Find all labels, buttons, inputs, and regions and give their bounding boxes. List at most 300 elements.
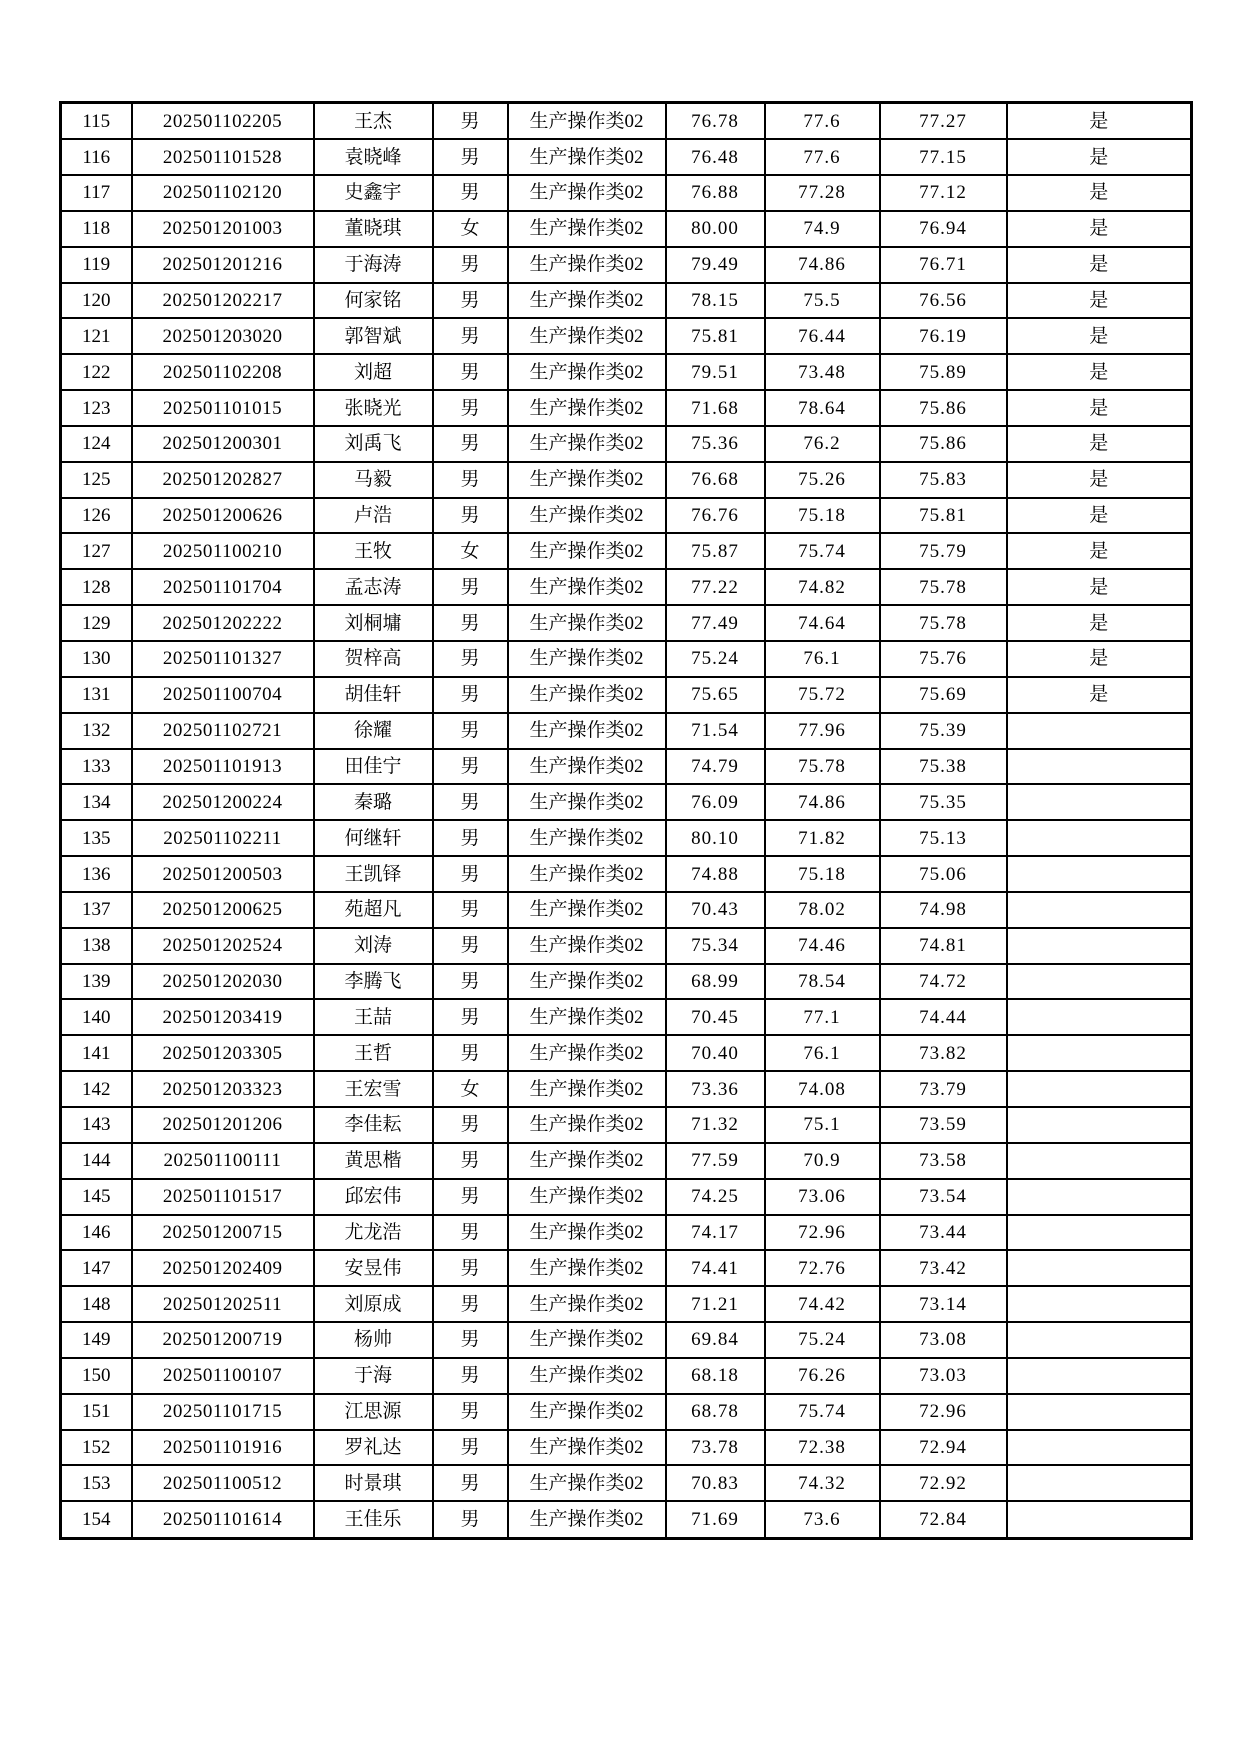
cell-position-category: 生产操作类02: [508, 605, 666, 641]
cell-candidate-name: 刘桐墉: [314, 605, 433, 641]
cell-row-number: 143: [61, 1107, 132, 1143]
cell-score-3: 73.03: [880, 1358, 1007, 1394]
cell-qualified-flag: [1007, 713, 1192, 749]
cell-candidate-name: 徐耀: [314, 713, 433, 749]
cell-candidate-name: 王哲: [314, 1035, 433, 1071]
cell-gender: 男: [433, 964, 508, 1000]
cell-gender: 男: [433, 928, 508, 964]
cell-score-1: 75.36: [666, 426, 765, 462]
cell-gender: 女: [433, 211, 508, 247]
cell-position-category: 生产操作类02: [508, 1501, 666, 1538]
cell-position-category: 生产操作类02: [508, 1250, 666, 1286]
cell-qualified-flag: [1007, 784, 1192, 820]
cell-score-3: 75.78: [880, 605, 1007, 641]
cell-exam-id: 202501100512: [132, 1465, 314, 1501]
cell-score-1: 76.78: [666, 103, 765, 140]
cell-score-3: 72.92: [880, 1465, 1007, 1501]
cell-score-3: 75.35: [880, 784, 1007, 820]
cell-score-3: 76.71: [880, 247, 1007, 283]
cell-score-1: 68.78: [666, 1394, 765, 1430]
cell-qualified-flag: 是: [1007, 390, 1192, 426]
table-row: [61, 533, 1192, 569]
cell-position-category: 生产操作类02: [508, 1071, 666, 1107]
cell-score-2: 74.46: [765, 928, 880, 964]
cell-position-category: 生产操作类02: [508, 426, 666, 462]
cell-position-category: 生产操作类02: [508, 318, 666, 354]
cell-exam-id: 202501202409: [132, 1250, 314, 1286]
cell-score-2: 78.02: [765, 892, 880, 928]
cell-score-1: 71.21: [666, 1286, 765, 1322]
table-row: [61, 175, 1192, 211]
cell-position-category: 生产操作类02: [508, 677, 666, 713]
cell-gender: 男: [433, 713, 508, 749]
cell-qualified-flag: 是: [1007, 318, 1192, 354]
cell-position-category: 生产操作类02: [508, 498, 666, 534]
cell-row-number: 149: [61, 1322, 132, 1358]
cell-exam-id: 202501202827: [132, 462, 314, 498]
cell-position-category: 生产操作类02: [508, 928, 666, 964]
cell-position-category: 生产操作类02: [508, 533, 666, 569]
cell-row-number: 153: [61, 1465, 132, 1501]
cell-position-category: 生产操作类02: [508, 1179, 666, 1215]
cell-score-1: 74.79: [666, 749, 765, 785]
cell-candidate-name: 王宏雪: [314, 1071, 433, 1107]
cell-exam-id: 202501101015: [132, 390, 314, 426]
cell-candidate-name: 杨帅: [314, 1322, 433, 1358]
cell-score-1: 70.83: [666, 1465, 765, 1501]
table-row: [61, 1143, 1192, 1179]
cell-gender: 男: [433, 1358, 508, 1394]
cell-gender: 男: [433, 462, 508, 498]
table-row: [61, 462, 1192, 498]
cell-row-number: 152: [61, 1430, 132, 1466]
cell-row-number: 122: [61, 354, 132, 390]
cell-score-1: 74.41: [666, 1250, 765, 1286]
cell-qualified-flag: 是: [1007, 103, 1192, 140]
cell-gender: 男: [433, 1250, 508, 1286]
cell-score-2: 72.38: [765, 1430, 880, 1466]
cell-candidate-name: 秦璐: [314, 784, 433, 820]
cell-score-2: 75.5: [765, 283, 880, 319]
table-row: [61, 1035, 1192, 1071]
cell-qualified-flag: [1007, 856, 1192, 892]
cell-row-number: 127: [61, 533, 132, 569]
cell-row-number: 146: [61, 1215, 132, 1251]
cell-score-1: 71.68: [666, 390, 765, 426]
cell-score-1: 75.81: [666, 318, 765, 354]
cell-candidate-name: 李腾飞: [314, 964, 433, 1000]
cell-row-number: 118: [61, 211, 132, 247]
cell-score-3: 72.84: [880, 1501, 1007, 1538]
cell-score-2: 74.42: [765, 1286, 880, 1322]
table-row: [61, 1107, 1192, 1143]
table-row: [61, 569, 1192, 605]
cell-score-2: 74.86: [765, 784, 880, 820]
cell-candidate-name: 于海涛: [314, 247, 433, 283]
cell-qualified-flag: [1007, 1465, 1192, 1501]
cell-score-1: 75.87: [666, 533, 765, 569]
cell-exam-id: 202501202222: [132, 605, 314, 641]
cell-score-1: 73.36: [666, 1071, 765, 1107]
cell-qualified-flag: 是: [1007, 569, 1192, 605]
cell-candidate-name: 黄思楷: [314, 1143, 433, 1179]
cell-candidate-name: 卢浩: [314, 498, 433, 534]
cell-gender: 男: [433, 820, 508, 856]
cell-qualified-flag: [1007, 1250, 1192, 1286]
table-row: [61, 1179, 1192, 1215]
cell-candidate-name: 王佳乐: [314, 1501, 433, 1538]
cell-qualified-flag: [1007, 928, 1192, 964]
cell-score-1: 68.99: [666, 964, 765, 1000]
cell-exam-id: 202501102211: [132, 820, 314, 856]
cell-position-category: 生产操作类02: [508, 1394, 666, 1430]
cell-exam-id: 202501201216: [132, 247, 314, 283]
cell-score-2: 75.18: [765, 498, 880, 534]
cell-position-category: 生产操作类02: [508, 283, 666, 319]
cell-score-2: 75.24: [765, 1322, 880, 1358]
table-row: [61, 1430, 1192, 1466]
cell-score-3: 76.56: [880, 283, 1007, 319]
cell-score-1: 79.51: [666, 354, 765, 390]
table-row: [61, 498, 1192, 534]
cell-row-number: 150: [61, 1358, 132, 1394]
cell-exam-id: 202501203419: [132, 999, 314, 1035]
cell-candidate-name: 胡佳轩: [314, 677, 433, 713]
cell-position-category: 生产操作类02: [508, 892, 666, 928]
cell-score-3: 73.59: [880, 1107, 1007, 1143]
cell-qualified-flag: [1007, 820, 1192, 856]
cell-gender: 男: [433, 1215, 508, 1251]
cell-qualified-flag: [1007, 1286, 1192, 1322]
cell-candidate-name: 张晓光: [314, 390, 433, 426]
cell-score-3: 77.12: [880, 175, 1007, 211]
cell-gender: 男: [433, 1465, 508, 1501]
cell-exam-id: 202501101327: [132, 641, 314, 677]
cell-score-3: 74.98: [880, 892, 1007, 928]
cell-qualified-flag: [1007, 1358, 1192, 1394]
table-row: [61, 139, 1192, 175]
cell-candidate-name: 王牧: [314, 533, 433, 569]
table-row: [61, 426, 1192, 462]
cell-row-number: 119: [61, 247, 132, 283]
cell-exam-id: 202501202524: [132, 928, 314, 964]
cell-qualified-flag: [1007, 1215, 1192, 1251]
cell-candidate-name: 刘禹飞: [314, 426, 433, 462]
cell-position-category: 生产操作类02: [508, 390, 666, 426]
cell-score-3: 75.39: [880, 713, 1007, 749]
cell-row-number: 129: [61, 605, 132, 641]
score-table-body: [61, 103, 1192, 1539]
cell-qualified-flag: 是: [1007, 641, 1192, 677]
cell-row-number: 120: [61, 283, 132, 319]
cell-qualified-flag: 是: [1007, 247, 1192, 283]
cell-gender: 男: [433, 175, 508, 211]
cell-score-2: 74.86: [765, 247, 880, 283]
cell-exam-id: 202501200625: [132, 892, 314, 928]
cell-qualified-flag: [1007, 1394, 1192, 1430]
table-row: [61, 1358, 1192, 1394]
table-row: [61, 283, 1192, 319]
cell-exam-id: 202501203323: [132, 1071, 314, 1107]
table-row: [61, 1322, 1192, 1358]
cell-gender: 男: [433, 1143, 508, 1179]
cell-score-3: 77.27: [880, 103, 1007, 140]
cell-score-3: 73.08: [880, 1322, 1007, 1358]
cell-candidate-name: 王凯铎: [314, 856, 433, 892]
cell-exam-id: 202501100210: [132, 533, 314, 569]
cell-position-category: 生产操作类02: [508, 103, 666, 140]
table-row: [61, 856, 1192, 892]
cell-gender: 男: [433, 677, 508, 713]
cell-qualified-flag: [1007, 1107, 1192, 1143]
cell-candidate-name: 王杰: [314, 103, 433, 140]
cell-exam-id: 202501101614: [132, 1501, 314, 1538]
table-row: [61, 964, 1192, 1000]
cell-row-number: 139: [61, 964, 132, 1000]
cell-row-number: 137: [61, 892, 132, 928]
cell-exam-id: 202501100111: [132, 1143, 314, 1179]
cell-score-2: 78.54: [765, 964, 880, 1000]
cell-score-3: 75.06: [880, 856, 1007, 892]
cell-score-1: 70.43: [666, 892, 765, 928]
table-row: [61, 713, 1192, 749]
cell-row-number: 116: [61, 139, 132, 175]
cell-exam-id: 202501100107: [132, 1358, 314, 1394]
cell-exam-id: 202501102120: [132, 175, 314, 211]
cell-position-category: 生产操作类02: [508, 247, 666, 283]
cell-row-number: 142: [61, 1071, 132, 1107]
cell-score-1: 75.24: [666, 641, 765, 677]
cell-score-3: 75.13: [880, 820, 1007, 856]
cell-exam-id: 202501102205: [132, 103, 314, 140]
cell-qualified-flag: [1007, 892, 1192, 928]
cell-qualified-flag: 是: [1007, 175, 1192, 211]
cell-score-2: 73.6: [765, 1501, 880, 1538]
cell-qualified-flag: [1007, 1071, 1192, 1107]
cell-position-category: 生产操作类02: [508, 1322, 666, 1358]
cell-score-3: 74.72: [880, 964, 1007, 1000]
cell-gender: 男: [433, 892, 508, 928]
cell-gender: 男: [433, 999, 508, 1035]
cell-qualified-flag: 是: [1007, 498, 1192, 534]
cell-score-2: 77.96: [765, 713, 880, 749]
cell-qualified-flag: [1007, 749, 1192, 785]
cell-score-3: 74.44: [880, 999, 1007, 1035]
cell-row-number: 124: [61, 426, 132, 462]
cell-qualified-flag: 是: [1007, 462, 1192, 498]
cell-score-2: 73.06: [765, 1179, 880, 1215]
cell-score-3: 73.14: [880, 1286, 1007, 1322]
cell-row-number: 140: [61, 999, 132, 1035]
cell-exam-id: 202501200715: [132, 1215, 314, 1251]
cell-gender: 男: [433, 247, 508, 283]
cell-score-1: 77.49: [666, 605, 765, 641]
cell-score-2: 74.64: [765, 605, 880, 641]
cell-position-category: 生产操作类02: [508, 1107, 666, 1143]
cell-gender: 男: [433, 1322, 508, 1358]
cell-score-3: 75.86: [880, 390, 1007, 426]
table-row: [61, 318, 1192, 354]
cell-score-1: 74.17: [666, 1215, 765, 1251]
table-row: [61, 1465, 1192, 1501]
cell-score-3: 75.69: [880, 677, 1007, 713]
cell-gender: 女: [433, 533, 508, 569]
cell-score-3: 73.58: [880, 1143, 1007, 1179]
cell-exam-id: 202501201206: [132, 1107, 314, 1143]
table-row: [61, 1286, 1192, 1322]
cell-row-number: 128: [61, 569, 132, 605]
cell-position-category: 生产操作类02: [508, 820, 666, 856]
cell-score-2: 76.2: [765, 426, 880, 462]
cell-candidate-name: 李佳耘: [314, 1107, 433, 1143]
table-row: [61, 605, 1192, 641]
cell-row-number: 123: [61, 390, 132, 426]
table-row: [61, 103, 1192, 140]
cell-qualified-flag: 是: [1007, 139, 1192, 175]
cell-row-number: 145: [61, 1179, 132, 1215]
cell-exam-id: 202501200224: [132, 784, 314, 820]
cell-score-1: 76.48: [666, 139, 765, 175]
cell-score-1: 77.22: [666, 569, 765, 605]
cell-score-3: 75.89: [880, 354, 1007, 390]
cell-score-1: 70.45: [666, 999, 765, 1035]
cell-score-2: 76.1: [765, 641, 880, 677]
cell-exam-id: 202501101517: [132, 1179, 314, 1215]
cell-exam-id: 202501200719: [132, 1322, 314, 1358]
cell-score-3: 73.79: [880, 1071, 1007, 1107]
cell-qualified-flag: 是: [1007, 211, 1192, 247]
cell-row-number: 144: [61, 1143, 132, 1179]
cell-score-2: 77.6: [765, 103, 880, 140]
cell-position-category: 生产操作类02: [508, 749, 666, 785]
cell-score-3: 73.54: [880, 1179, 1007, 1215]
cell-row-number: 148: [61, 1286, 132, 1322]
cell-score-3: 75.81: [880, 498, 1007, 534]
cell-position-category: 生产操作类02: [508, 462, 666, 498]
cell-position-category: 生产操作类02: [508, 1215, 666, 1251]
cell-exam-id: 202501101913: [132, 749, 314, 785]
cell-candidate-name: 尤龙浩: [314, 1215, 433, 1251]
cell-score-2: 74.9: [765, 211, 880, 247]
cell-qualified-flag: 是: [1007, 605, 1192, 641]
cell-position-category: 生产操作类02: [508, 856, 666, 892]
cell-row-number: 138: [61, 928, 132, 964]
cell-score-1: 79.49: [666, 247, 765, 283]
cell-score-1: 76.68: [666, 462, 765, 498]
cell-qualified-flag: 是: [1007, 677, 1192, 713]
cell-row-number: 151: [61, 1394, 132, 1430]
cell-score-3: 73.44: [880, 1215, 1007, 1251]
cell-row-number: 136: [61, 856, 132, 892]
cell-candidate-name: 苑超凡: [314, 892, 433, 928]
cell-row-number: 125: [61, 462, 132, 498]
cell-score-1: 80.10: [666, 820, 765, 856]
cell-candidate-name: 刘超: [314, 354, 433, 390]
cell-candidate-name: 邱宏伟: [314, 1179, 433, 1215]
cell-position-category: 生产操作类02: [508, 1430, 666, 1466]
cell-gender: 男: [433, 426, 508, 462]
cell-score-1: 80.00: [666, 211, 765, 247]
cell-score-3: 75.76: [880, 641, 1007, 677]
cell-score-2: 71.82: [765, 820, 880, 856]
cell-score-1: 78.15: [666, 283, 765, 319]
cell-score-3: 75.38: [880, 749, 1007, 785]
cell-gender: 男: [433, 749, 508, 785]
cell-qualified-flag: [1007, 1322, 1192, 1358]
cell-position-category: 生产操作类02: [508, 139, 666, 175]
table-row: [61, 1071, 1192, 1107]
cell-position-category: 生产操作类02: [508, 1143, 666, 1179]
cell-exam-id: 202501100704: [132, 677, 314, 713]
cell-candidate-name: 何家铭: [314, 283, 433, 319]
cell-row-number: 134: [61, 784, 132, 820]
cell-score-1: 76.88: [666, 175, 765, 211]
cell-score-1: 74.88: [666, 856, 765, 892]
cell-score-1: 75.65: [666, 677, 765, 713]
cell-qualified-flag: [1007, 1179, 1192, 1215]
cell-row-number: 131: [61, 677, 132, 713]
cell-position-category: 生产操作类02: [508, 211, 666, 247]
cell-row-number: 117: [61, 175, 132, 211]
table-row: [61, 247, 1192, 283]
cell-score-1: 69.84: [666, 1322, 765, 1358]
cell-score-2: 77.6: [765, 139, 880, 175]
cell-qualified-flag: [1007, 1143, 1192, 1179]
table-row: [61, 354, 1192, 390]
cell-score-1: 76.09: [666, 784, 765, 820]
cell-candidate-name: 江思源: [314, 1394, 433, 1430]
cell-qualified-flag: 是: [1007, 283, 1192, 319]
cell-score-2: 75.26: [765, 462, 880, 498]
cell-position-category: 生产操作类02: [508, 999, 666, 1035]
cell-score-2: 73.48: [765, 354, 880, 390]
cell-row-number: 133: [61, 749, 132, 785]
cell-position-category: 生产操作类02: [508, 784, 666, 820]
cell-score-2: 75.1: [765, 1107, 880, 1143]
table-row: [61, 1250, 1192, 1286]
cell-candidate-name: 安昱伟: [314, 1250, 433, 1286]
cell-exam-id: 202501101715: [132, 1394, 314, 1430]
cell-candidate-name: 何继轩: [314, 820, 433, 856]
table-row: [61, 677, 1192, 713]
table-row: [61, 928, 1192, 964]
cell-gender: 男: [433, 605, 508, 641]
cell-qualified-flag: 是: [1007, 426, 1192, 462]
cell-position-category: 生产操作类02: [508, 569, 666, 605]
cell-position-category: 生产操作类02: [508, 964, 666, 1000]
cell-score-3: 74.81: [880, 928, 1007, 964]
cell-exam-id: 202501202217: [132, 283, 314, 319]
cell-candidate-name: 孟志涛: [314, 569, 433, 605]
cell-score-1: 76.76: [666, 498, 765, 534]
cell-exam-id: 202501203305: [132, 1035, 314, 1071]
cell-position-category: 生产操作类02: [508, 354, 666, 390]
cell-candidate-name: 贺梓高: [314, 641, 433, 677]
cell-row-number: 154: [61, 1501, 132, 1538]
cell-exam-id: 202501102721: [132, 713, 314, 749]
cell-score-2: 72.76: [765, 1250, 880, 1286]
table-row: [61, 1215, 1192, 1251]
cell-score-2: 75.72: [765, 677, 880, 713]
cell-exam-id: 202501102208: [132, 354, 314, 390]
cell-gender: 女: [433, 1071, 508, 1107]
cell-gender: 男: [433, 1501, 508, 1538]
cell-candidate-name: 于海: [314, 1358, 433, 1394]
cell-exam-id: 202501101916: [132, 1430, 314, 1466]
cell-score-1: 74.25: [666, 1179, 765, 1215]
cell-score-3: 75.79: [880, 533, 1007, 569]
cell-score-2: 78.64: [765, 390, 880, 426]
